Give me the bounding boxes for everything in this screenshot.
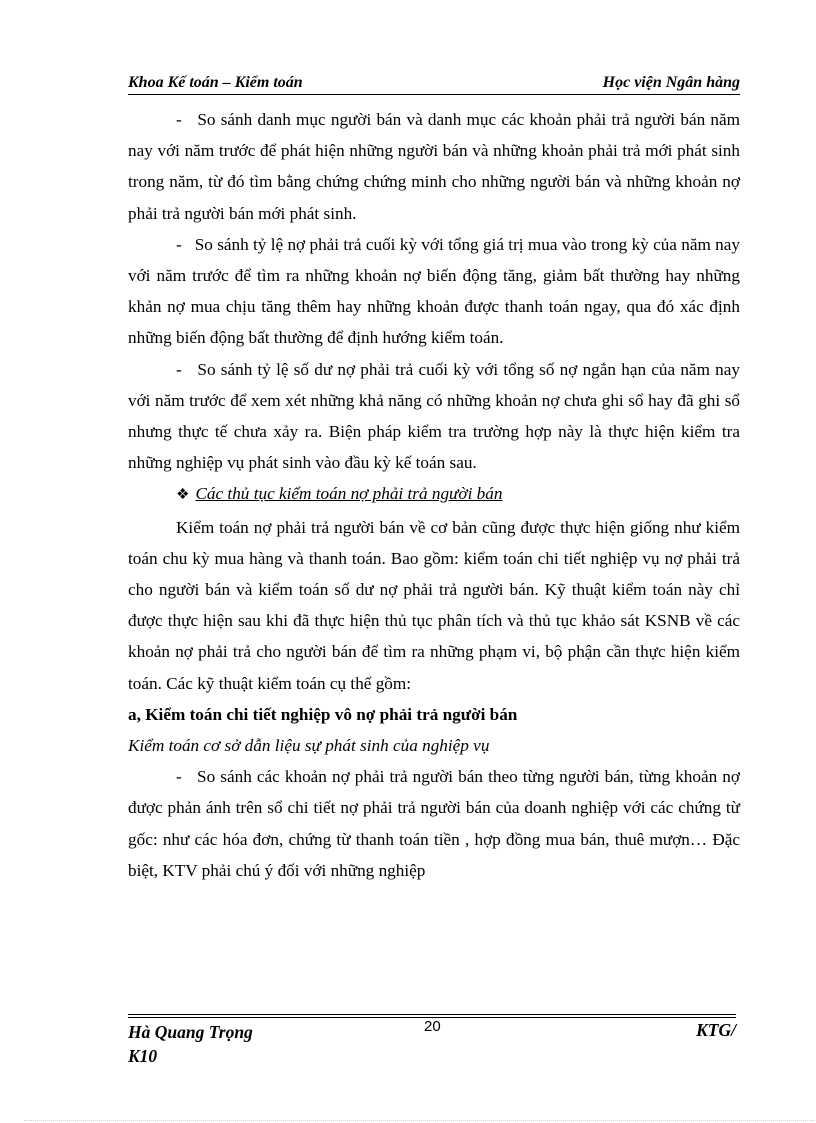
heading-a: a, Kiểm toán chi tiết nghiệp vô nợ phải trả người bán xyxy=(128,704,518,724)
paragraph-4: Kiểm toán nợ phải trả người bán về cơ bản cũng được thực hiện giống như kiểm toán chu kỳ mua hàng và thanh toán. Bao gồm: kiểm toán chi tiết nghiệp vụ nợ phải trả cho người bán và kiểm toán số dư nợ phải trả người bán. Kỹ thuật kiểm toán này chỉ được thực hiện sau khi đã thực hiện thủ tục phân tích và thủ tục khảo sát KSNB về các khoản nợ phải trả cho người bán để tìm ra những phạm vi, bộ phận cần thực hiện kiểm toán. Các kỹ thuật kiểm toán cụ thể gồm: xyxy=(128,517,740,693)
paragraph-3: - So sánh tỷ lệ số dư nợ phải trả cuối kỳ với tổng số nợ ngắn hạn của năm nay với năm trước để xem xét những khả năng có những khoản nợ chưa ghi sổ hay đã ghi sổ nhưng thực tế chưa xảy ra. Biện pháp kiểm tra trường hợp này là thực hiện kiểm tra những nghiệp vụ phát sinh vào đầu kỳ kế toán sau. xyxy=(128,354,740,479)
header-faculty: Khoa Kế toán – Kiểm toán xyxy=(128,74,303,91)
page-number: 20 xyxy=(424,1018,441,1035)
sub-heading: Kiểm toán cơ sở dẫn liệu sự phát sinh của nghiệp vụ xyxy=(128,736,490,756)
header-institution: Học viện Ngân hàng xyxy=(602,74,740,91)
footer-author xyxy=(128,1020,253,1068)
page-header xyxy=(128,72,740,95)
author-name: Hà Quang Trọng xyxy=(128,1022,253,1042)
paragraph-1: - So sánh danh mục người bán và danh mục các khoản phải trả người bán năm nay với năm trước để phát hiện những người bán và những khoản phải trả mới phát sinh trong năm, từ đó tìm bằng chứng chứng minh cho những người bán và những khoản nợ phải trả người bán mới phát sinh. xyxy=(128,104,740,229)
footer-code: KTG/ xyxy=(696,1020,736,1040)
footer-rule xyxy=(128,1014,736,1015)
page-edge-divider xyxy=(24,1120,814,1121)
author-class: K10 xyxy=(128,1046,158,1066)
paragraph-5: - So sánh các khoản nợ phải trả người bán theo từng người bán, từng khoản nợ được phản ánh trên sổ chi tiết nợ phải trả người bán của doanh nghiệp với các chứng từ gốc: như các hóa đơn, chứng từ thanh toán tiền , hợp đồng mua bán, thuê mượn… Đặc biệt, KTV phải chú ý đối với những nghiệp xyxy=(128,761,740,886)
section-bullet xyxy=(128,478,740,511)
paragraph-2: - So sánh tỷ lệ nợ phải trả cuối kỳ với tổng giá trị mua vào trong kỳ của năm nay với năm trước để tìm ra những khoản nợ biến động tăng, giảm bất thường hay những khản nợ mua chịu tăng thêm hay những khoản được thanh toán ngay, qua đó xác định những biến động bất thường để định hướng kiểm toán. xyxy=(128,229,740,354)
document-body xyxy=(128,104,740,886)
section-title: Các thủ tục kiểm toán nợ phải trả người bán xyxy=(195,484,503,504)
page-footer xyxy=(128,1014,736,1074)
diamond-bullet-icon: ❖ xyxy=(176,487,190,504)
